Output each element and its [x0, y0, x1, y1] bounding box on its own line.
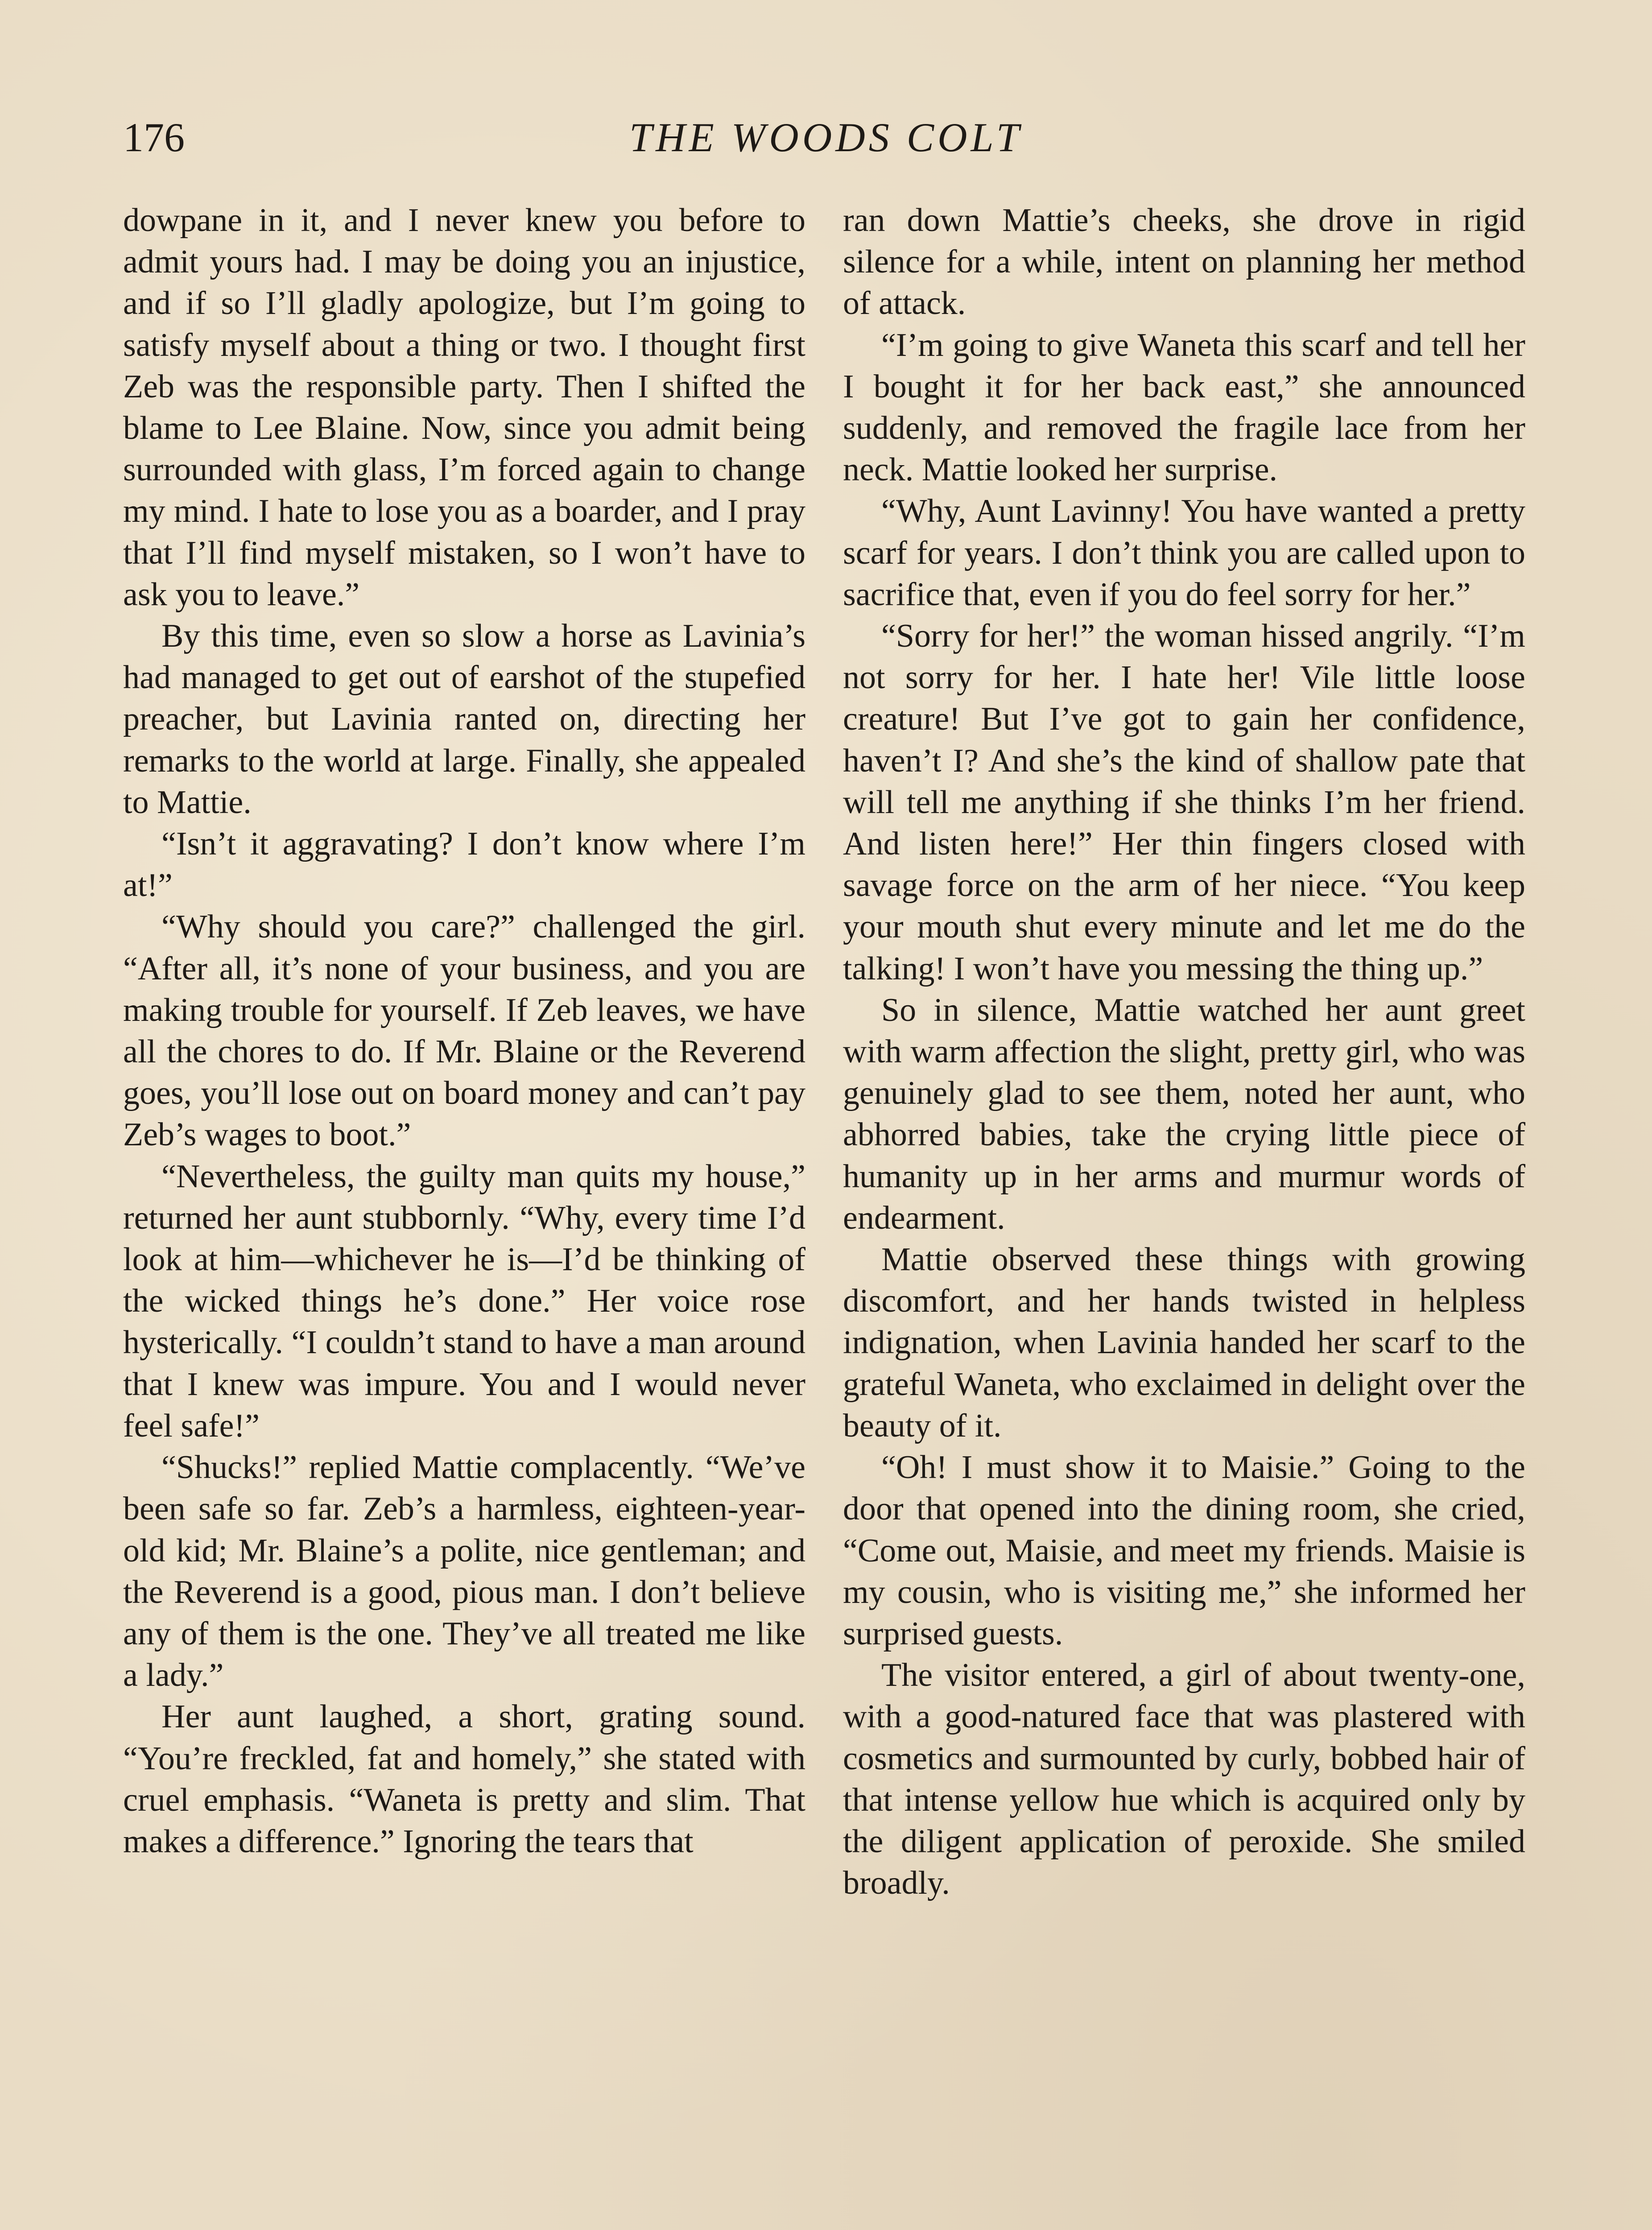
- paragraph: ran down Mattie’s cheeks, she drove in rigid silence for a while, intent on planning her method of attack.: [843, 202, 1525, 322]
- running-title: THE WOODS COLT: [629, 115, 1023, 160]
- paragraph: By this time, even so slow a horse as Lavinia’s had managed to get out of earshot of the stupefied preacher, but Lavinia ranted on, directing her remarks to the world at large. Finally, she appealed to Mattie.: [123, 618, 805, 821]
- paragraph: “Shucks!” replied Mattie complacently. “We’ve been safe so far. Zeb’s a harmless, eighteen-year-old kid; Mr. Blaine’s a polite, nice gentleman; and the Reverend is a good, pious man. I don’t believe any of them is the one. They’ve all treated me like a lady.”: [123, 1449, 805, 1694]
- paragraph: Mattie observed these things with growing discomfort, and her hands twisted in helpless indignation, when Lavinia handed her scarf to the grateful Waneta, who exclaimed in delight over the beauty of it.: [843, 1241, 1525, 1444]
- paragraph: dowpane in it, and I never knew you before to admit yours had. I may be doing you an injustice, and if so I’ll gladly apologize, but I’m going to satisfy myself about a thing or two. I thought first Zeb was the responsible party. Then I shifted the blame to Lee Blaine. Now, since you admit being surrounded with glass, I’m forced again to change my mind. I hate to lose you as a boarder, and I pray that I’ll find myself mistaken, so I won’t have to ask you to leave.”: [123, 202, 805, 613]
- paragraph: “Oh! I must show it to Maisie.” Going to the door that opened into the dining room, she cried, “Come out, Maisie, and meet my friends. Maisie is my cousin, who is visiting me,” she informed her surprised guests.: [843, 1449, 1525, 1652]
- paragraph: “Isn’t it aggravating? I don’t know where I’m at!”: [123, 826, 805, 904]
- paragraph: “Why should you care?” challenged the girl. “After all, it’s none of your business, and you are making trouble for yourself. If Zeb leaves, we have all the chores to do. If Mr. Blaine or the Reverend goes, you’ll lose out on board money and can’t pay Zeb’s wages to boot.”: [123, 909, 805, 1153]
- paragraph: “Why, Aunt Lavinny! You have wanted a pretty scarf for years. I don’t think you are called upon to sacrifice that, even if you do feel sorry for her.”: [843, 493, 1525, 613]
- paragraph: “Nevertheless, the guilty man quits my house,” returned her aunt stubbornly. “Why, every time I’d look at him—whichever he is—I’d be thinking of the wicked things he’s done.” Her voice rose hysterically. “I couldn’t stand to have a man around that I knew was impure. You and I would never feel safe!”: [123, 1158, 805, 1444]
- right-text-column: [843, 200, 1525, 1904]
- paragraph: Her aunt laughed, a short, grating sound. “You’re freckled, fat and homely,” she stated with cruel emphasis. “Waneta is pretty and slim. That makes a difference.” Ignoring the tears that: [123, 1698, 805, 1860]
- paragraph: So in silence, Mattie watched her aunt greet with warm affection the slight, pretty girl, who was genuinely glad to see them, noted her aunt, who abhorred babies, take the crying little piece of humanity up in her arms and murmur words of endearment.: [843, 991, 1525, 1236]
- left-text-column: [123, 200, 805, 1862]
- paragraph: “Sorry for her!” the woman hissed angrily. “I’m not sorry for her. I hate her! Vile little loose creature! But I’ve got to gain her confidence, haven’t I? And she’s the kind of shallow pate that will tell me anything if she thinks I’m her friend. And listen here!” Her thin fingers closed with savage force on the arm of her niece. “You keep your mouth shut every minute and let me do the talking! I won’t have you messing the thing up.”: [843, 618, 1525, 987]
- page-number: 176: [123, 115, 185, 160]
- paragraph: “I’m going to give Waneta this scarf and tell her I bought it for her back east,” she announced suddenly, and removed the fragile lace from her neck. Mattie looked her surprise.: [843, 326, 1525, 488]
- paragraph: The visitor entered, a girl of about twenty-one, with a good-natured face that was plastered with cosmetics and surmounted by curly, bobbed hair of that intense yellow hue which is acquired only by the diligent application of peroxide. She smiled broadly.: [843, 1657, 1525, 1902]
